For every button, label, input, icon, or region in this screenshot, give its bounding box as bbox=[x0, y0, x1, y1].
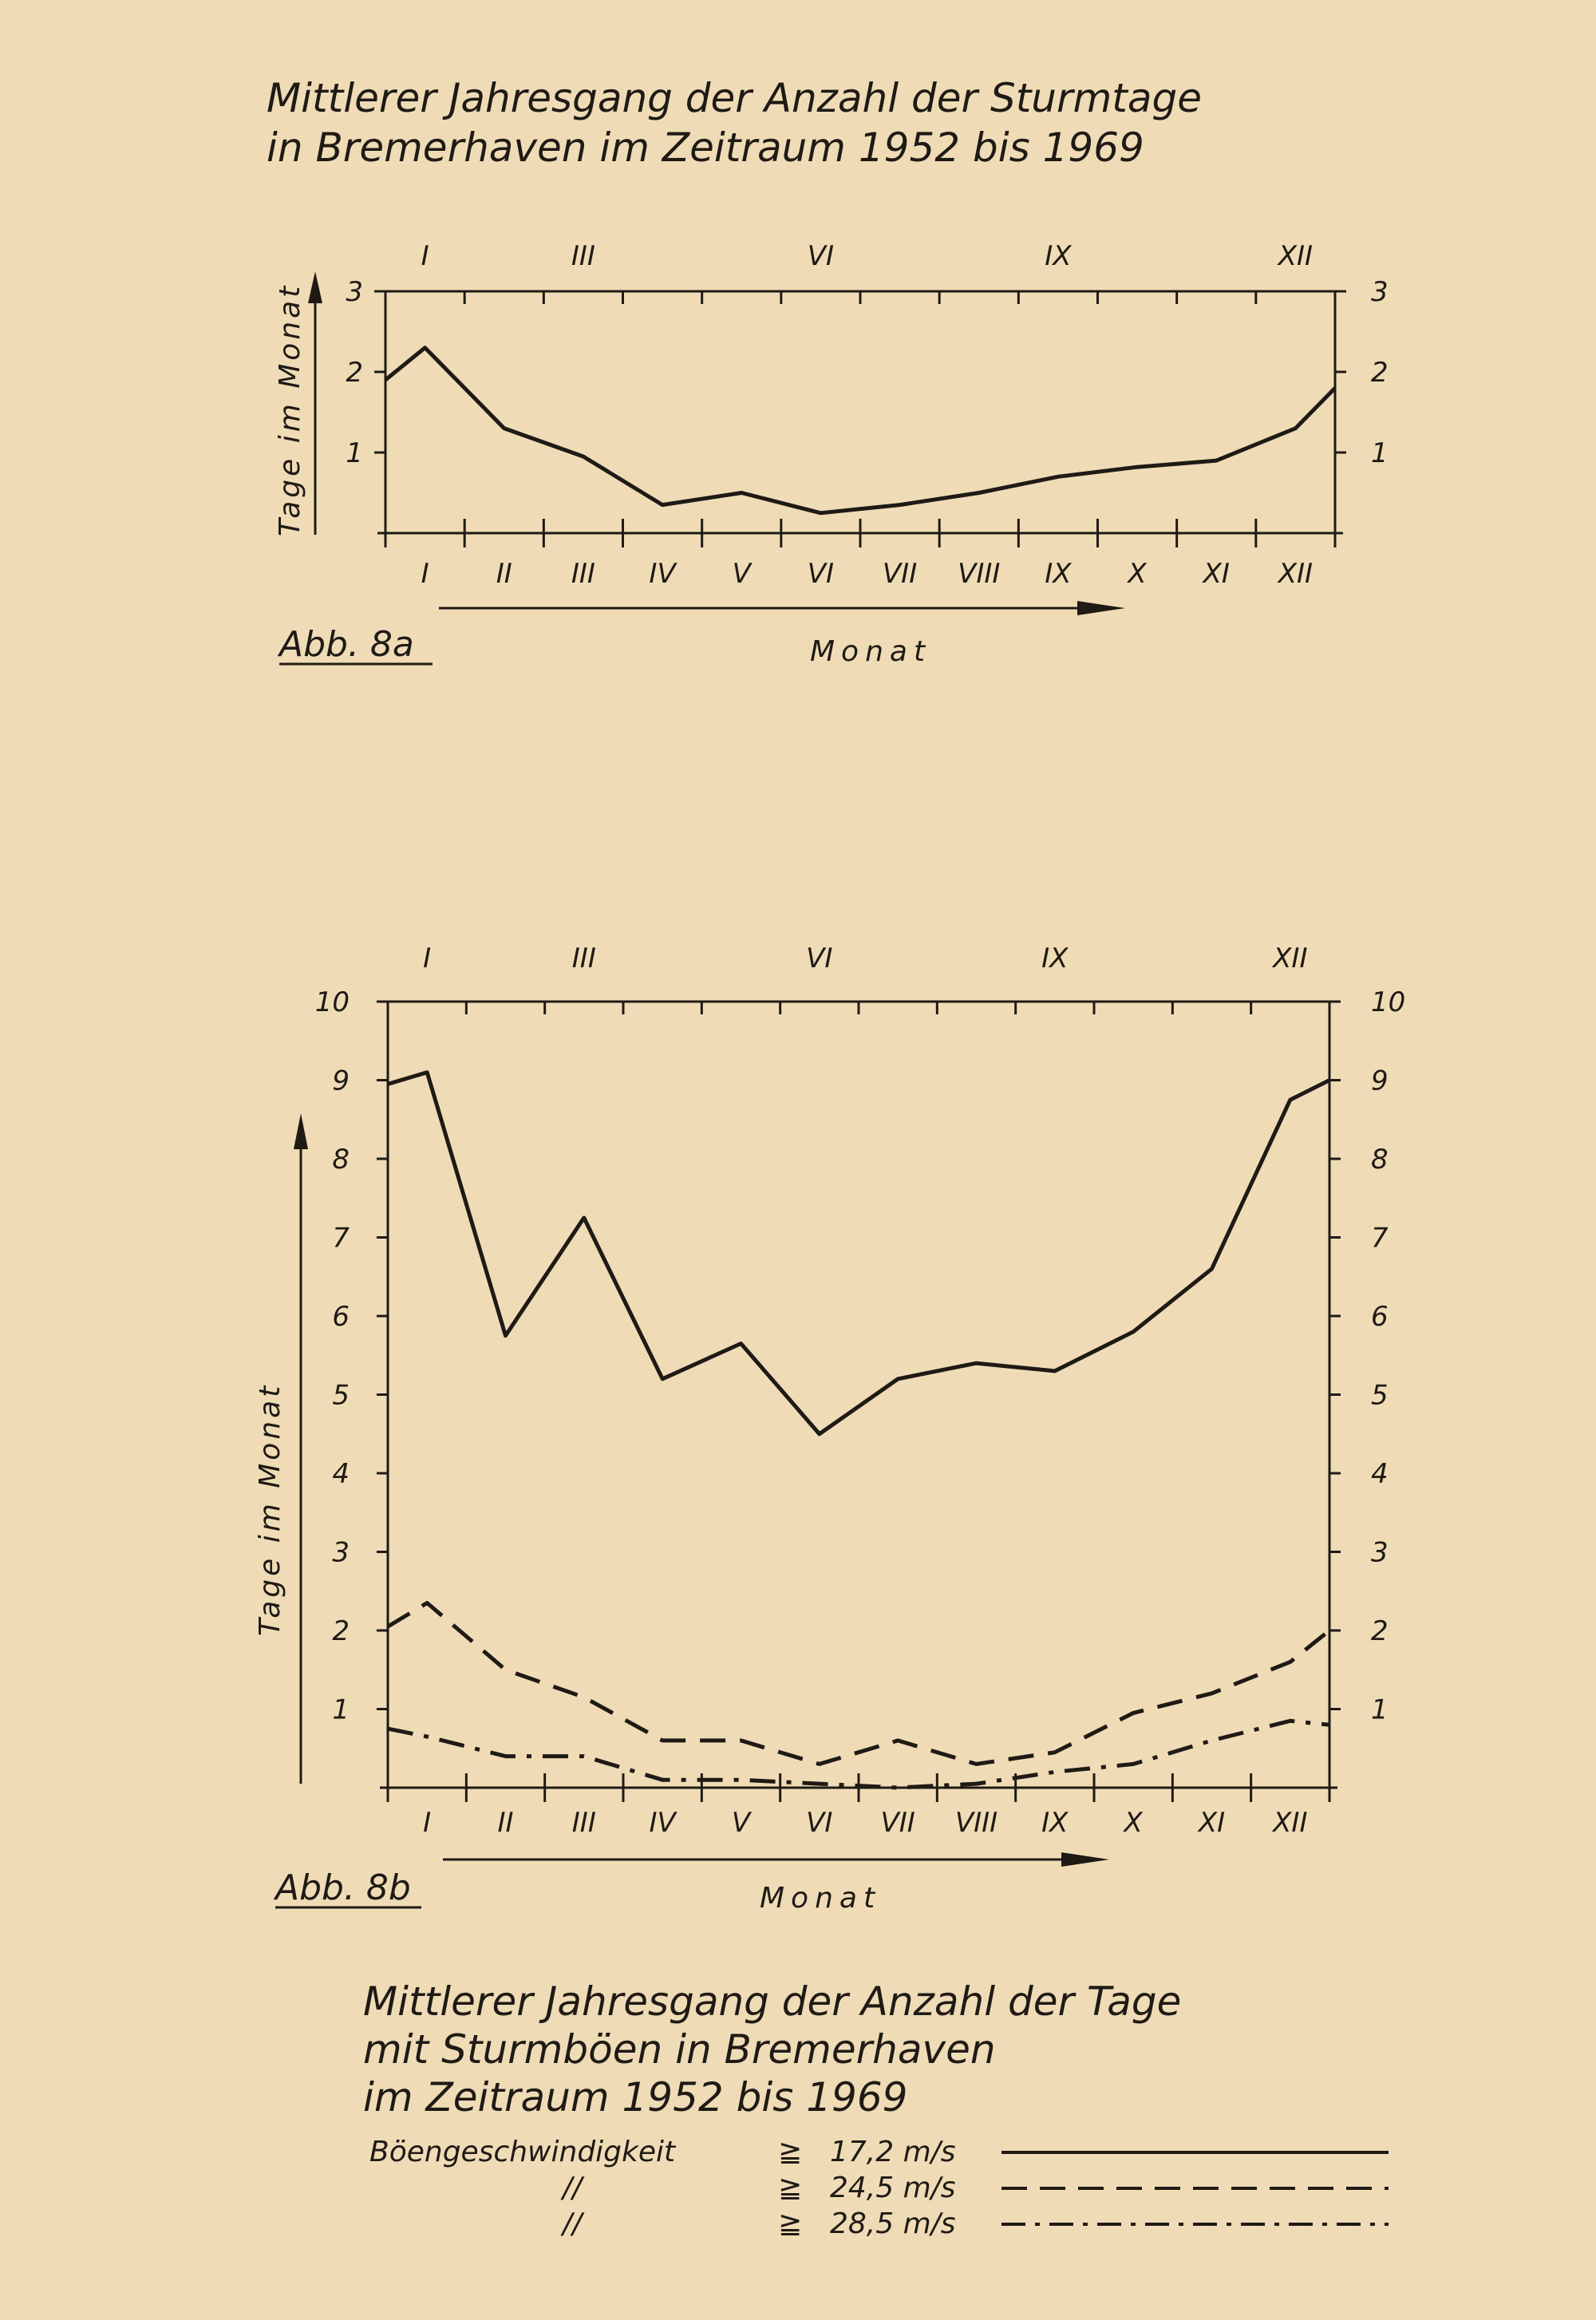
x-tick-label: VIII bbox=[954, 1807, 998, 1839]
y-tick-label-left: 3 bbox=[346, 276, 363, 308]
legend-entry-2: 24,5 m/s bbox=[830, 2172, 956, 2204]
y-tick-label-right: 2 bbox=[1371, 357, 1389, 389]
y-tick-label-left: 9 bbox=[332, 1065, 350, 1097]
x-tick-label: I bbox=[423, 1807, 432, 1839]
series-line-solid bbox=[385, 348, 1335, 513]
top-tick-label: IX bbox=[1041, 943, 1069, 974]
chart-8a-xlabel: Monat bbox=[810, 635, 932, 668]
y-tick-label-left: 3 bbox=[332, 1536, 350, 1569]
series-line-dashed bbox=[388, 1603, 1329, 1765]
x-tick-label: V bbox=[732, 558, 751, 590]
x-tick-label: IX bbox=[1041, 1807, 1069, 1839]
x-tick-label: X bbox=[1124, 1807, 1143, 1839]
x-tick-label: X bbox=[1128, 558, 1147, 590]
chart-8b-title-line-1: Mittlerer Jahresgang der Anzahl der Tage bbox=[363, 1978, 1182, 2025]
x-tick-label: IV bbox=[649, 1807, 676, 1839]
legend-geq-3: ≧ bbox=[778, 2207, 803, 2240]
y-tick-label-right: 1 bbox=[1371, 437, 1389, 469]
chart-8a-tick-labels bbox=[346, 240, 1388, 590]
chart-8b-axes bbox=[377, 1002, 1341, 1802]
y-tick-label-left: 5 bbox=[332, 1379, 350, 1412]
y-tick-label-right: 10 bbox=[1371, 986, 1406, 1018]
x-tick-label: IV bbox=[649, 558, 676, 590]
chart-8a-top-axis bbox=[385, 291, 1345, 304]
x-tick-label: VII bbox=[880, 1807, 915, 1839]
x-tick-label: XII bbox=[1273, 1807, 1308, 1839]
y-tick-label-left: 4 bbox=[332, 1458, 350, 1490]
x-tick-label: XI bbox=[1198, 1807, 1226, 1839]
x-tick-label: I bbox=[421, 558, 429, 590]
y-tick-label-right: 8 bbox=[1371, 1144, 1389, 1176]
chart-8b-title-line-3: im Zeitraum 1952 bis 1969 bbox=[363, 2074, 908, 2120]
y-tick-label-left: 1 bbox=[346, 437, 363, 469]
legend-geq-1: ≧ bbox=[778, 2136, 803, 2168]
x-tick-label: III bbox=[571, 558, 595, 590]
x-tick-label: XII bbox=[1278, 558, 1314, 590]
top-tick-label: IX bbox=[1045, 240, 1072, 272]
chart-8a-ylabel: Tage im Monat bbox=[274, 283, 306, 536]
legend-ditto-2: // bbox=[563, 2207, 583, 2240]
y-tick-label-right: 6 bbox=[1371, 1301, 1389, 1333]
y-tick-label-left: 1 bbox=[332, 1694, 350, 1726]
chart-8a-title-line-1: Mittlerer Jahresgang der Anzahl der Sturmtage bbox=[267, 75, 1202, 121]
y-tick-label-right: 5 bbox=[1371, 1379, 1389, 1412]
chart-8a-title-line-2: in Bremerhaven im Zeitraum 1952 bis 1969 bbox=[267, 124, 1144, 171]
y-tick-label-left: 10 bbox=[314, 986, 350, 1018]
top-tick-label: I bbox=[423, 943, 432, 974]
x-tick-label: II bbox=[496, 558, 512, 590]
legend-entry-3: 28,5 m/s bbox=[830, 2207, 956, 2240]
top-tick-label: XII bbox=[1278, 240, 1314, 272]
y-tick-label-left: 8 bbox=[332, 1144, 350, 1176]
x-tick-label: IX bbox=[1045, 558, 1072, 590]
chart-8b-series bbox=[388, 1073, 1329, 1788]
chart-8b-tick-labels bbox=[315, 943, 1406, 1839]
x-tick-label: VII bbox=[882, 558, 918, 590]
chart-8b-x-arrowhead bbox=[1061, 1852, 1109, 1867]
chart-8a-x-arrowhead bbox=[1077, 601, 1125, 615]
x-tick-label: II bbox=[497, 1807, 514, 1839]
y-tick-label-right: 3 bbox=[1371, 1536, 1389, 1569]
y-tick-label-left: 2 bbox=[346, 357, 363, 389]
y-tick-label-right: 1 bbox=[1371, 1694, 1389, 1726]
y-tick-label-right: 4 bbox=[1371, 1458, 1389, 1490]
y-tick-label-right: 2 bbox=[1371, 1615, 1389, 1647]
chart-8a-series bbox=[385, 348, 1335, 513]
x-tick-label: VI bbox=[807, 558, 835, 590]
chart-8b-ylabel: Tage im Monat bbox=[254, 1382, 286, 1636]
chart-8b-top-axis bbox=[388, 1002, 1339, 1014]
y-tick-label-right: 3 bbox=[1371, 276, 1389, 308]
y-tick-label-right: 7 bbox=[1371, 1222, 1389, 1255]
chart-8a-figure-label: Abb. 8a bbox=[279, 624, 414, 665]
chart-8a bbox=[267, 75, 1389, 668]
chart-8b-y-arrowhead bbox=[294, 1113, 308, 1149]
x-tick-label: XI bbox=[1203, 558, 1230, 590]
y-tick-label-left: 2 bbox=[332, 1615, 350, 1647]
legend-label: Böengeschwindigkeit bbox=[369, 2136, 676, 2168]
legend-geq-2: ≧ bbox=[778, 2172, 803, 2204]
chart-8b-figure-label: Abb. 8b bbox=[275, 1867, 411, 1908]
y-tick-label-left: 7 bbox=[332, 1222, 350, 1255]
top-tick-label: VI bbox=[807, 240, 835, 272]
x-tick-label: V bbox=[731, 1807, 751, 1839]
chart-8b-title-line-2: mit Sturmböen in Bremerhaven bbox=[363, 2026, 996, 2073]
chart-8b-xlabel: Monat bbox=[760, 1882, 882, 1915]
y-tick-label-left: 6 bbox=[332, 1301, 350, 1333]
chart-8a-y-arrowhead bbox=[308, 271, 322, 303]
top-tick-label: III bbox=[571, 240, 595, 272]
legend-ditto-1: // bbox=[563, 2172, 583, 2204]
x-tick-label: III bbox=[571, 1807, 596, 1839]
top-tick-label: III bbox=[571, 943, 596, 974]
top-tick-label: VI bbox=[806, 943, 833, 974]
x-tick-label: VIII bbox=[958, 558, 1001, 590]
y-tick-label-right: 9 bbox=[1371, 1065, 1389, 1097]
legend-entry-1: 17,2 m/s bbox=[830, 2136, 956, 2168]
legend bbox=[369, 2136, 1389, 2240]
x-tick-label: VI bbox=[806, 1807, 833, 1839]
top-tick-label: XII bbox=[1273, 943, 1308, 974]
chart-8b bbox=[254, 943, 1405, 2120]
series-line-solid bbox=[388, 1073, 1329, 1434]
top-tick-label: I bbox=[421, 240, 429, 272]
